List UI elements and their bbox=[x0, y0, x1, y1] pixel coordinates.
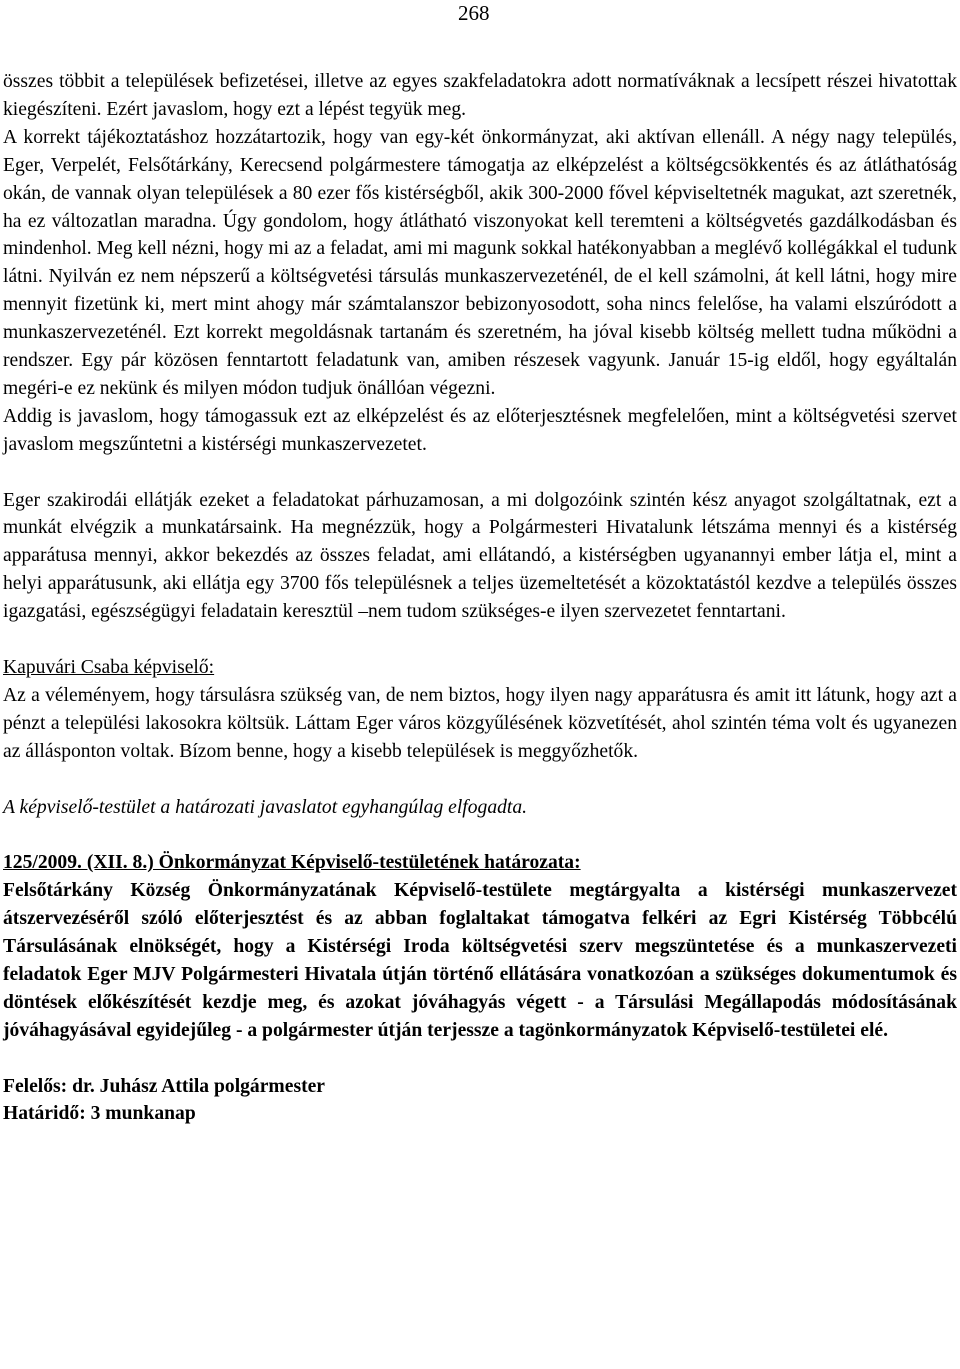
paragraph-eger-offices: Eger szakirodái ellátják ezeket a feladatokat párhuzamosan, a mi dolgozóink szintén kész anyagot szolgáltatnak, ezt a munkát elvégzik a munkatársaink. Ha megnézzük, hogy a Polgármesteri Hivatalunk létszáma mennyi és a kistérség apparátusa mennyi, akkor bekezdés az összes feladat, ami ellátandó, a kistérségben ugyanannyi ember látja el, mint a helyi apparátusunk, aki ellátja egy 3700 fős településnek a teljes üzemeltetését a közoktatástól kezdve a település összes igazgatási, egészségügyi feladatain keresztül –nem tudom szükséges-e ilyen szervezetet fenntartani. bbox=[3, 489, 957, 623]
responsible-line: Felelős: dr. Juhász Attila polgármester bbox=[3, 1075, 325, 1097]
page-number: 268 bbox=[458, 1, 490, 25]
resolution-title: 125/2009. (XII. 8.) Önkormányzat Képviselő-testületének határozata: bbox=[3, 852, 581, 874]
paragraph-main: A korrekt tájékoztatáshoz hozzátartozik, hogy van egy-két önkormányzat, aki aktívan ellenáll. A négy nagy település, Eger, Verpelét, Felsőtárkány, Kerecsend polgármestere támogatja az elképzelést a költségcsökkentés és az átláthatóság okán, de vannak olyan települések a 80 ezer fős kistérségből, akik 300-2000 fővel képviseltetnék magukat, azt szeretnék, ha ez változatlan maradna. Úgy gondolom, hogy átlátható viszonyokat kell teremteni a költségvetés gazdálkodásban és mindenhol. Meg kell nézni, hogy mi az a feladat, ami mi magunk sokkal hatékonyabban a meglévő kollégákkal el tudunk látni. Nyilván ez nem népszerű a költségvetési társulás munkaszervezeténél, de el kell számolni, át kell látni, hogy mire mennyit fizetünk ki, mert mint ahogy már számtalanszor bebizonyosodott, soha nincs felelőse, ha valami elszúródott a munkaszervezeténél. Ezt korrekt megoldásnak tartanám és szeretném, ha jóval kisebb költség mellett tudna működni a rendszer. Egy pár közösen fenntartott feladatunk van, amiben részesek vagyunk. Január 15-ig eldől, hogy egyáltalán megéri-e ez nekünk és milyen módon tudjuk önállóan végezni. bbox=[3, 126, 957, 399]
document-body bbox=[3, 68, 957, 1128]
resolution-heading bbox=[3, 849, 957, 877]
resolution-body: Felsőtárkány Község Önkormányzatának Képviselő-testülete megtárgyalta a kistérségi munkaszervezet átszervezéséről szóló előterjesztést és az abban foglaltakat támogatva felkéri az Egri Kistérség Többcélú Társulásának elnökségét, hogy a Kistérségi Iroda költségvetési szerv megszüntetése és a munkaszervezeti feladatok Eger MJV Polgármesteri Hivatala útján történő ellátására vonatkozóan a szükséges dokumentumok és döntések előkészítését kezdje meg, és azokat jóváhagyás végett - a Társulási Megállapodás módosításának jóváhagyásával egyidejűleg - a polgármester útján terjessze a tagönkormányzatok Képviselő-testületei elé. bbox=[3, 880, 957, 1041]
vote-statement: A képviselő-testület a határozati javaslatot egyhangúlag elfogadta. bbox=[3, 796, 528, 818]
speaker-name: Kapuvári Csaba képviselő: bbox=[3, 657, 215, 678]
paragraph-speaker-statement: Az a véleményem, hogy társulásra szükség van, de nem biztos, hogy ilyen nagy apparátusra és amit itt látunk, hogy azt a pénzt a települési lakosokra költsük. Láttam Eger város közgyűlésének közvetítését, ahol szintén téma volt és ugyanezen az állásponton voltak. Bízom benne, hogy a kisebb települések is meggyőzhetők. bbox=[3, 684, 957, 762]
paragraph-intro: összes többit a települések befizetései, illetve az egyes szakfeladatokra adott normatíváknak a lecsípett részei hivatottak kiegészíteni. Ezért javaslom, hogy ezt a lépést tegyük meg. bbox=[3, 71, 957, 120]
deadline-line: Határidő: 3 munkanap bbox=[3, 1103, 196, 1125]
paragraph-proposal: Addig is javaslom, hogy támogassuk ezt az elképzelést és az előterjesztésnek megfelelően, mint a költségvetési szervet javaslom megszűntetni a kistérségi munkaszervezetet. bbox=[3, 405, 957, 455]
speaker-heading bbox=[3, 654, 957, 682]
